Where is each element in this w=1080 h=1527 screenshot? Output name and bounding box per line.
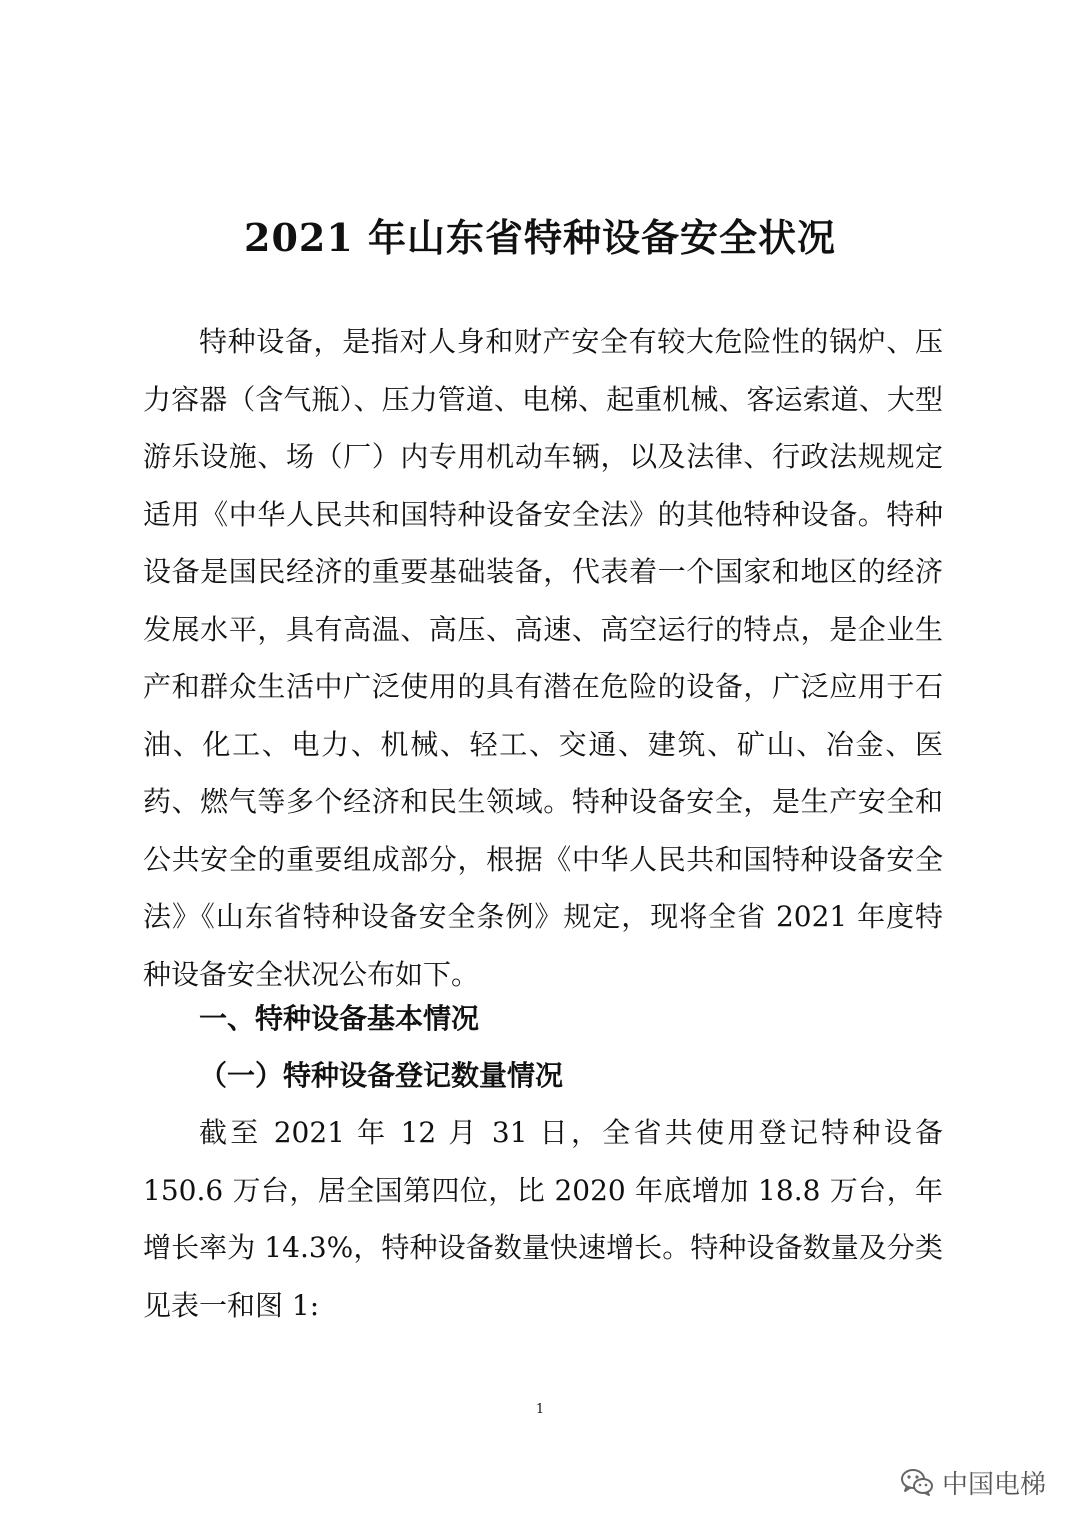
intro-paragraph: 特种设备，是指对人身和财产安全有较大危险性的锅炉、压力容器（含气瓶）、压力管道、电梯、起重机械、客运索道、大型游乐设施、场（厂）内专用机动车辆，以及法律、行政法规规定适用《中华人民共和国特种设备安全法》的其他特种设备。特种设备是国民经济的重要基础装备，代表着一个国家和地区的经济发展水平，具有高温、高压、高速、高空运行的特点，是企业生产和群众生活中广泛使用的具有潜在危险的设备，广泛应用于石油、化工、电力、机械、轻工、交通、建筑、矿山、冶金、医药、燃气等多个经济和民生领域。特种设备安全，是生产安全和公共安全的重要组成部分，根据《中华人民共和国特种设备安全法》《山东省特种设备安全条例》规定，现将全省 2021 年度特种设备安全状况公布如下。 xyxy=(143,325,943,991)
document-title: 2021 年山东省特种设备安全状况 xyxy=(244,215,836,260)
registration-paragraph: 截至 2021 年 12 月 31 日，全省共使用登记特种设备 150.6 万台，居全国第四位，比 2020 年底增加 18.8 万台，年增长率为 14.3%，特种设备数量快速增长。特种设备数量及分类见表一和图 1: xyxy=(143,1116,943,1322)
wechat-icon xyxy=(900,1467,934,1497)
page-number: 1 xyxy=(535,1402,545,1417)
subsection-heading: （一）特种设备登记数量情况 xyxy=(199,1059,564,1092)
watermark-text: 中国电梯 xyxy=(942,1469,1047,1500)
section-heading: 一、特种设备基本情况 xyxy=(199,1002,480,1035)
watermark xyxy=(900,1462,1046,1502)
